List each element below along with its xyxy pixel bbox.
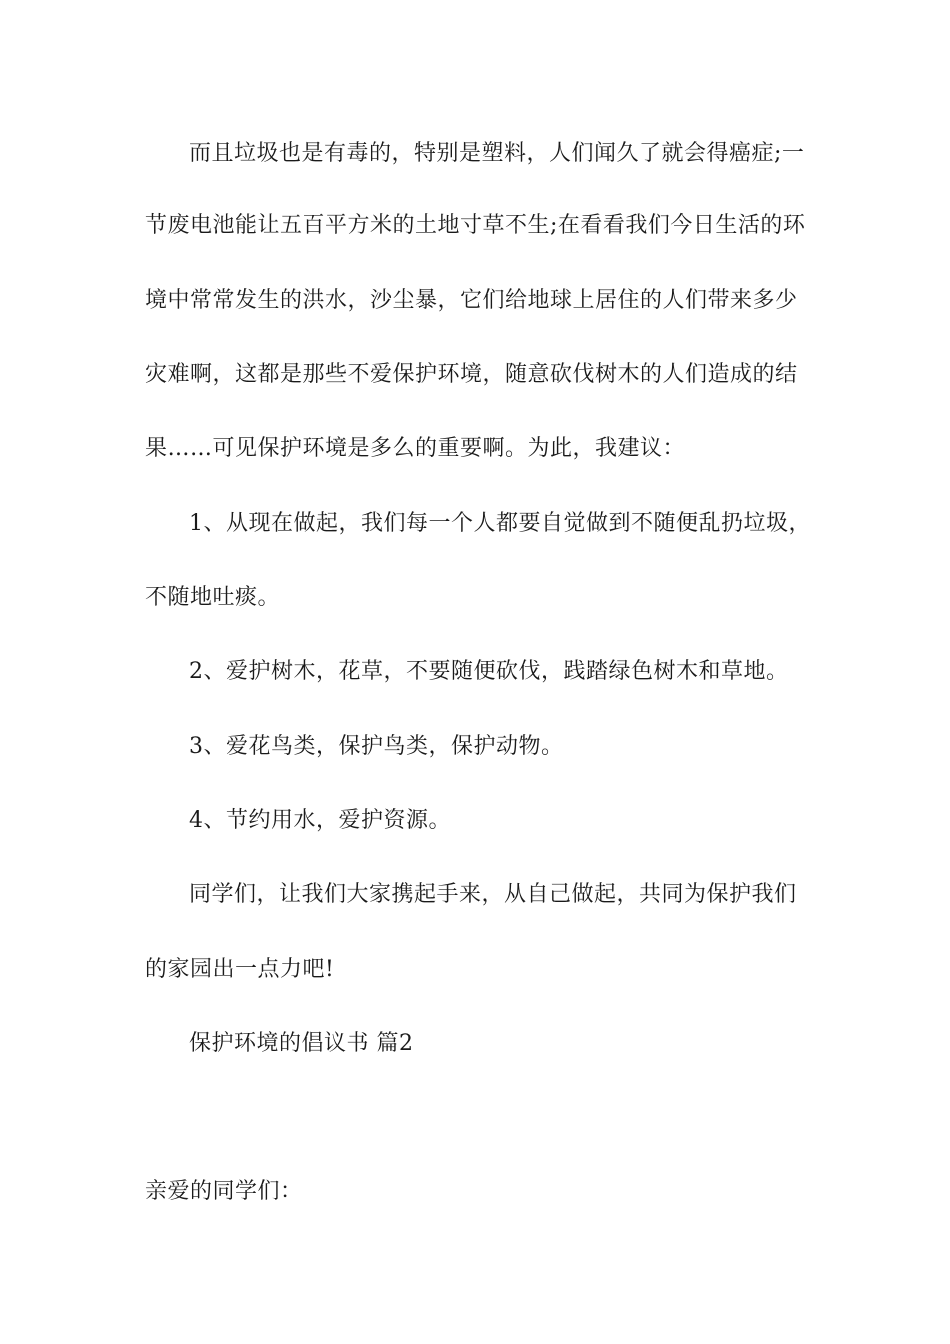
- paragraph-line: 节废电池能让五百平方米的土地寸草不生;在看看我们今日生活的环: [145, 213, 806, 238]
- list-item: 2、爱护树木，花草，不要随便砍伐，践踏绿色树木和草地。: [189, 659, 789, 684]
- paragraph-line: 境中常常发生的洪水，沙尘暴，它们给地球上居住的人们带来多少: [145, 288, 798, 313]
- closing-line: 的家园出一点力吧!: [145, 957, 335, 982]
- paragraph-line: 果……可见保护环境是多么的重要啊。为此，我建议：: [145, 436, 686, 461]
- list-item-continuation: 不随地吐痰。: [145, 585, 281, 610]
- list-item: 1、从现在做起，我们每一个人都要自觉做到不随便乱扔垃圾，: [189, 511, 811, 536]
- paragraph-line: 而且垃圾也是有毒的，特别是塑料，人们闻久了就会得癌症;一: [189, 141, 805, 166]
- list-item: 4、节约用水，爱护资源。: [189, 808, 451, 833]
- section-title: 保护环境的倡议书 篇2: [189, 1031, 414, 1056]
- salutation: 亲爱的同学们：: [145, 1179, 303, 1204]
- paragraph-line: 灾难啊，这都是那些不爱保护环境，随意砍伐树木的人们造成的结: [145, 362, 798, 387]
- list-item: 3、爱花鸟类，保护鸟类，保护动物。: [189, 734, 564, 759]
- closing-line: 同学们，让我们大家携起手来，从自己做起，共同为保护我们: [189, 882, 797, 907]
